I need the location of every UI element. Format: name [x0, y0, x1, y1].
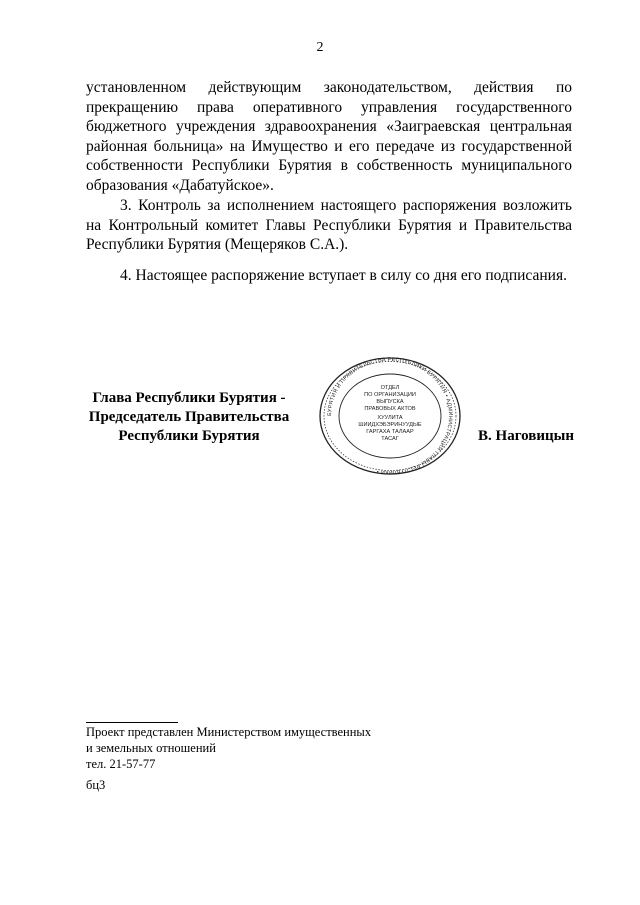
footnote-line-3: тел. 21-57-77 — [86, 757, 156, 771]
seal-line-1: ОТДЕЛ — [380, 385, 400, 391]
seal-line-3: ВЫПУСКА — [376, 399, 404, 405]
footnote — [86, 724, 486, 772]
seal-line-6: ШИИДХЭБЭРИНУУДЫЕ — [358, 422, 422, 428]
signer-title-line-1: Глава Республики Бурятия - — [92, 390, 286, 406]
signer-title-line-2: Председатель Правительства — [88, 409, 290, 425]
signer-name: В. Наговицын — [478, 428, 574, 444]
page-number: 2 — [316, 40, 324, 55]
svg-text:БУРЯТИЯ И ПРАВИТЕЛЬСТВА РЕСПУБ: БУРЯТИЯ И ПРАВИТЕЛЬСТВА РЕСПУБЛИКИ БУРЯТИЯ • АДМИНИСТРАЦИЯ ГЛАВЫ РЕСПУБЛИКИ • — [326, 356, 454, 476]
footnote-divider — [86, 722, 178, 723]
signer-title — [86, 389, 292, 446]
seal-line-7: ГАРГАХА ТАЛААР — [366, 429, 414, 435]
paragraph-3: 3. Контроль за исполнением настоящего распоряжения возложить на Контрольный комитет Главы Республики Бурятия и Правительства Республики Бурятия (Мещеряков С.А.). — [86, 197, 572, 254]
paragraph-4: 4. Настоящее распоряжение вступает в силу со дня его подписания. — [120, 267, 567, 284]
seal-line-8: ТАСАГ — [381, 436, 399, 442]
seal-line-4: ПРАВОВЫХ АКТОВ — [364, 406, 416, 412]
paragraph-continued: установленном действующим законодательством, действия по прекращению права оперативного управления государственного бюджетного учреждения здравоохранения «Заиграевская центральная районная больница» на Имущество и его передаче из государственной собственности Республики Бурятия в собственность муниципального образования «Дабатуйское». — [86, 79, 572, 194]
seal-line-5: ХУУЛИТА — [377, 415, 403, 421]
official-seal-icon — [317, 356, 463, 476]
footnote-line-2: и земельных отношений — [86, 741, 216, 755]
signer-title-line-3: Республики Бурятия — [118, 428, 260, 444]
seal-line-2: ПО ОРГАНИЗАЦИИ — [364, 392, 416, 398]
footnote-line-1: Проект представлен Министерством имущественных — [86, 725, 372, 739]
document-code: бц3 — [86, 778, 106, 792]
